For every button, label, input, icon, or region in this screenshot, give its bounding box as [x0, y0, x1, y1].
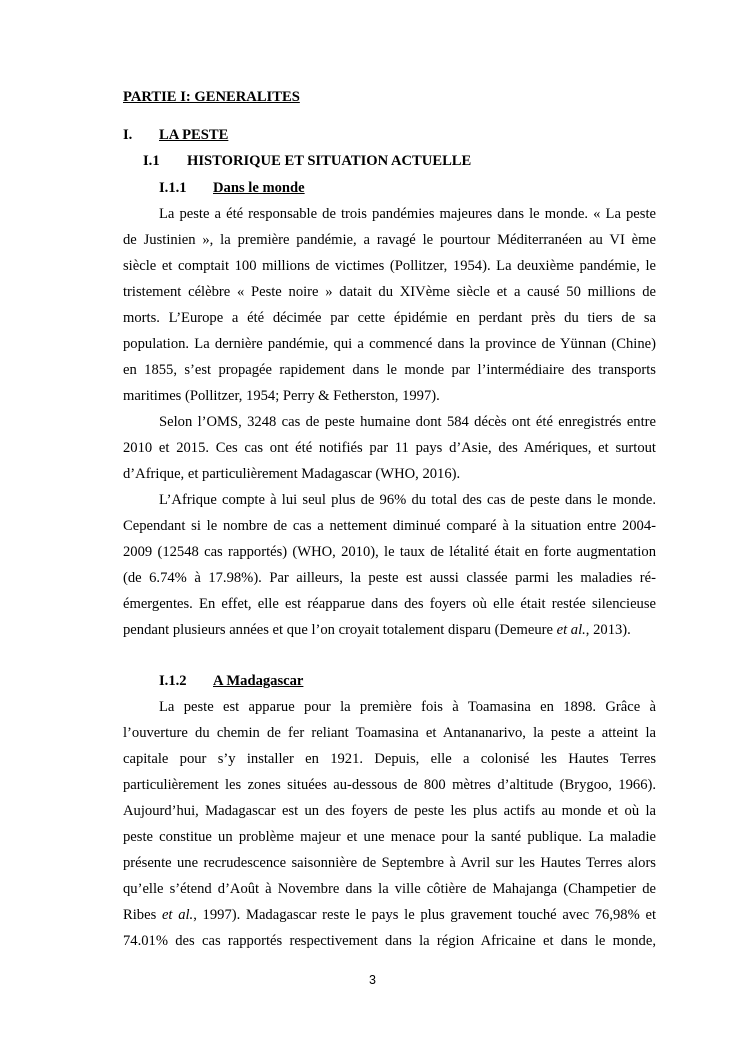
sub1-number: I.1.1 [159, 180, 187, 196]
p4-line: peste constitue un problème majeur et une menace pour la santé publique. La maladie [123, 829, 656, 845]
p4-line: Ribes et al., 1997). Madagascar reste le pays le plus gravement touché avec 76,98% et [123, 907, 656, 923]
p3-line: pendant plusieurs années et que l’on croyait totalement disparu (Demeure et al., 2013). [123, 622, 631, 638]
p4-line: La peste est apparue pour la première fois à Toamasina en 1898. Grâce à [159, 699, 656, 715]
p1-line: tristement célèbre « Peste noire » datait du XIVème siècle et a causé 50 millions de [123, 284, 656, 300]
p1-line: de Justinien », la première pandémie, a ravagé le pourtour Méditerranéen au VI ème [123, 232, 656, 248]
p1-line: en 1855, s’est propagée rapidement dans le monde par l’intermédiaire des transports [123, 362, 656, 378]
p3-line: L’Afrique compte à lui seul plus de 96% du total des cas de peste dans le monde. [159, 492, 656, 508]
p4-line: 74.01% des cas rapportés respectivement dans la région Africaine et dans le monde, [123, 933, 656, 949]
p4-line: présente une recrudescence saisonnière de Septembre à Avril sur les Hautes Terres alors [123, 855, 656, 871]
section-heading [123, 126, 228, 144]
section-number: I. [123, 127, 133, 143]
p1-line: morts. L’Europe a été décimée par cette épidémie en perdant près du tiers de sa [123, 310, 656, 326]
p4-line: capitale pour s’y installer en 1921. Depuis, elle a colonisé les Hautes Terres [123, 751, 656, 767]
p2-line: Selon l’OMS, 3248 cas de peste humaine dont 584 décès ont été enregistrés entre [159, 414, 656, 430]
p4-line: qu’elle s’étend d’Août à Novembre dans la ville côtière de Mahajanga (Champetier de [123, 881, 656, 897]
p3-line: Cependant si le nombre de cas a nettement diminué comparé à la situation entre 2004- [123, 518, 656, 534]
page-number: 3 [369, 973, 376, 987]
sub2-number: I.1.2 [159, 673, 187, 689]
p1-line: La peste a été responsable de trois pandémies majeures dans le monde. « La peste [159, 206, 656, 222]
subsection-heading [143, 152, 471, 170]
p1-line: siècle et comptait 100 millions de victimes (Pollitzer, 1954). La deuxième pandémie, le [123, 258, 656, 274]
part-title: PARTIE I: GENERALITES [123, 89, 300, 105]
p2-line: d’Afrique, et particulièrement Madagascar (WHO, 2016). [123, 466, 461, 482]
p1-line: maritimes (Pollitzer, 1954; Perry & Fetherston, 1997). [123, 388, 440, 404]
sub1-title: Dans le monde [213, 180, 305, 196]
p2-line: 2010 et 2015. Ces cas ont été notifiés par 11 pays d’Asie, des Amériques, et surtout [123, 440, 656, 456]
p3-line: (de 6.74% à 17.98%). Par ailleurs, la peste est aussi classée parmi les maladies ré- [123, 570, 656, 586]
section-title: LA PESTE [159, 127, 229, 143]
p4-line: Aujourd’hui, Madagascar est un des foyers de peste les plus actifs au monde et où la [123, 803, 656, 819]
p4-line: particulièrement les zones situées au-dessous de 800 mètres d’altitude (Brygoo, 1966). [123, 777, 656, 793]
subsection-number: I.1 [143, 153, 160, 169]
sub2-title: A Madagascar [213, 673, 304, 689]
p3-line: 2009 (12548 cas rapportés) (WHO, 2010), le taux de létalité était en forte augmentation [123, 544, 656, 560]
sub2-heading [159, 672, 303, 690]
sub1-heading [159, 179, 305, 197]
p1-line: population. La dernière pandémie, qui a commencé dans la province de Yünnan (Chine) [123, 336, 656, 352]
subsection-title: HISTORIQUE ET SITUATION ACTUELLE [187, 153, 472, 169]
p4-line: l’ouverture du chemin de fer reliant Toamasina et Antananarivo, la peste a atteint la [123, 725, 656, 741]
p3-line: émergentes. En effet, elle est réapparue dans des foyers où elle était restée silencieuse [123, 596, 656, 612]
